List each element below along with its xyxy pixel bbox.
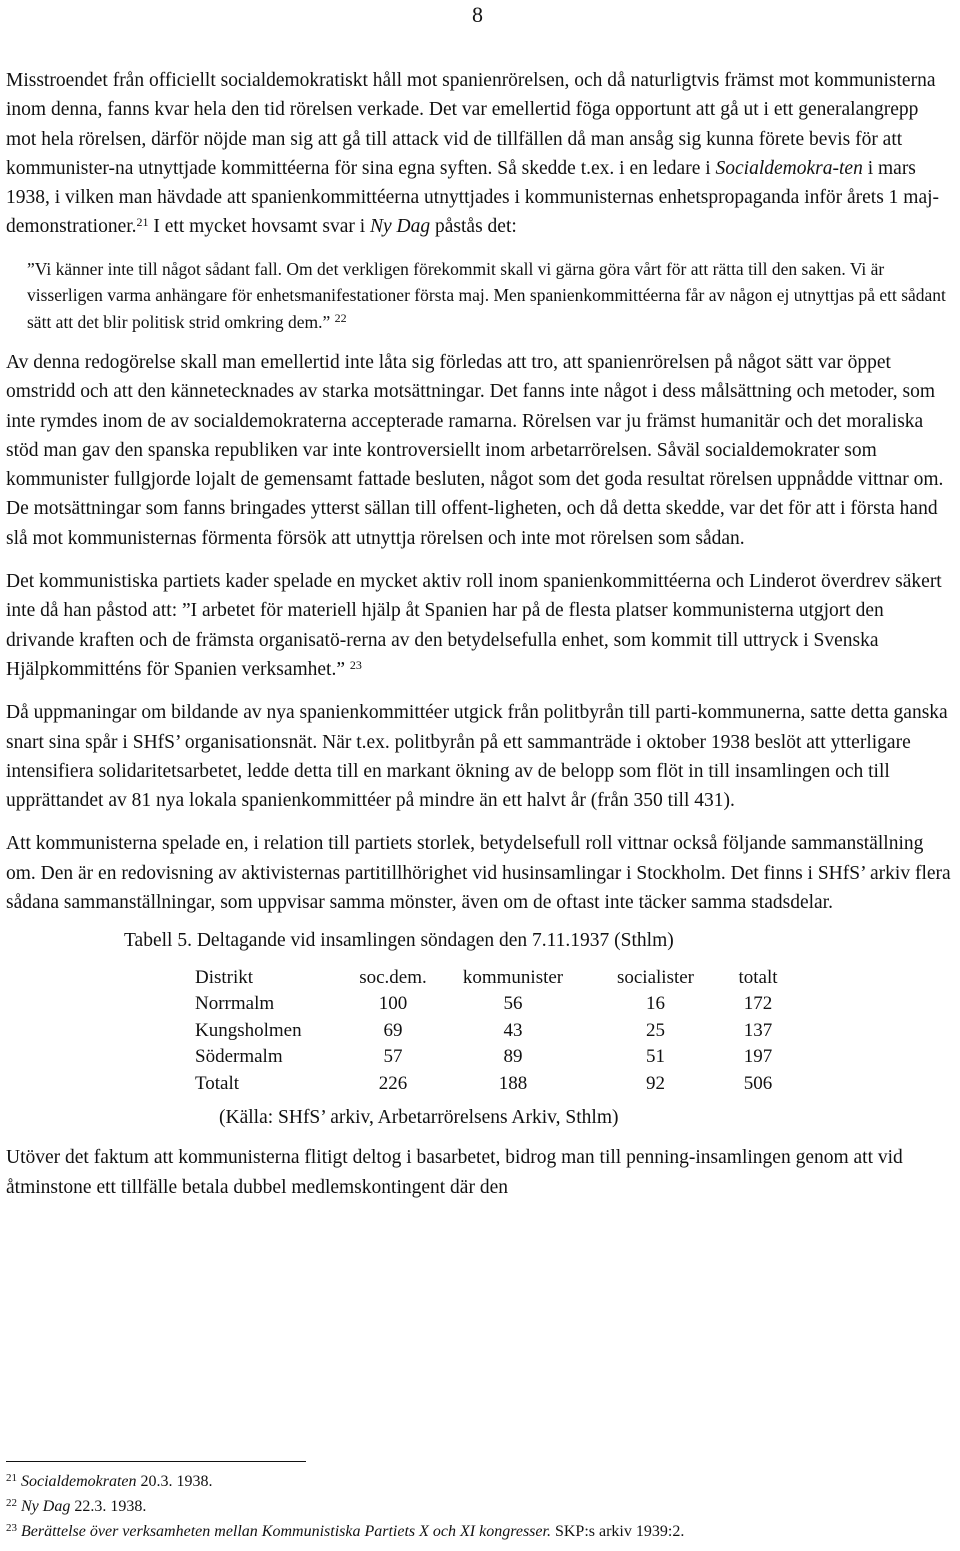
table-caption: Tabell 5. Deltagande vid insamlingen söndagen den 7.11.1937 (Sthlm) xyxy=(124,930,674,952)
table-row: Södermalm 57 89 51 197 xyxy=(195,1046,773,1068)
paragraph-4: Då uppmaningar om bildande av nya spanienkommittéer utgick från politbyrån till parti-kommunerna, satte detta ganska snart sina spår i SHfS’ organisationsnät. När t.ex. politbyrån på ett sammanträde i oktober 1938 beslöt att ytterligare intensifiera solidaritetsarbetet, ledde detta till en markant ökning av de belopp som flöt in till insamlingen och till upprättandet av 81 nya lokala spanienkommittéer på mindre än ett halvt år (från 350 till 431). xyxy=(6,702,948,812)
table-row-total: Totalt 226 188 92 506 xyxy=(195,1073,773,1095)
footnote-divider xyxy=(6,1461,306,1462)
page-number: 8 xyxy=(472,2,483,27)
paragraph-5: Att kommunisterna spelade en, i relation till partiets storlek, betydelsefull roll vittnar också följande sammanställning om. Den är en redovisning av aktivisternas partitillhörighet vid husinsamlingar i Stockholm. Det finns i SHfS’ arkiv flera sådana sammanställningar, som uppvisar samma mönster, även om de oftast inte täcker samma stadsdelar. xyxy=(6,833,951,914)
footnotes xyxy=(6,1469,684,1544)
document-body xyxy=(6,66,952,1202)
header-socialists: socialister xyxy=(616,966,695,988)
block-quote: ”Vi känner inte till något sådant fall. Om det verkligen förekommit skall vi gärna göra vårt för att rätta till den saken. Vi är visserligen varma anhängare för enhetsmanifestationer första maj. Men spanienkommittéerna får av någon ej utnyttjas på ett sådant sätt att det blir politisk strid omkring dem.” $^{22}$ xyxy=(27,258,946,332)
header-total: totalt xyxy=(738,966,778,988)
table-row: Kungsholmen 69 43 25 137 xyxy=(195,1019,773,1041)
header-socdem: soc.dem. xyxy=(359,966,427,988)
footnote-ref-21: 21 xyxy=(136,215,149,230)
table-header-row xyxy=(189,964,793,991)
participation-table xyxy=(189,964,793,1097)
footnote-22: $^{22}$ Ny Dag 22.3. 1938. xyxy=(6,1497,147,1515)
footnote-ref-22: 22 xyxy=(334,310,347,325)
paragraph-1: Misstroendet från officiellt socialdemokratiskt håll mot spanienrörelsen, och då naturligtvis främst mot kommunisterna inom denna, fanns kvar hela den tid rörelsen verkade. Det var emellertid föga opportunt att gå ut i ett generalangrepp mot hela rörelsen, därför nöjde man sig att gå till attack vid de tillfällen då man ansåg sig kunna förete bevis för att kommunister-na utnyttjade kommittéerna för sina egna syften. Så skedde t.ex. i en ledare i Socialdemokra-ten i mars 1938, i vilken man hävdade att spanienkommittéerna utnyttjades i kommunisternas enhetspropaganda inför årets 1 maj-demonstrationer.$^{21}$ I ett mycket hovsamt svar i Ny Dag påstås det: xyxy=(6,70,940,238)
footnote-23: $^{23}$ Berättelse över verksamheten mellan Kommunistiska Partiets X och XI kongresser. SKP:s arkiv 1939:2. xyxy=(6,1522,685,1540)
paragraph-3: Det kommunistiska partiets kader spelade en mycket aktiv roll inom spanienkommittéerna och Linderot överdrev säkert inte då han påstod att: ”I arbetet för materiell hjälp åt Spanien har på de flesta platser kommunisterna utgjort den drivande kraften och de främsta organisatö-rerna av den betydelsefulla enhet, som kommit till uttryck i Svenska Hjälpkommitténs för Spanien verksamhet.” $^{23}$ xyxy=(6,571,942,680)
header-communists: kommunister xyxy=(462,966,564,988)
footnote-21: $^{21}$ Socialdemokraten 20.3. 1938. xyxy=(6,1472,213,1490)
table-source: (Källa: SHfS’ arkiv, Arbetarrörelsens Arkiv, Sthlm) xyxy=(219,1107,619,1129)
header-district: Distrikt xyxy=(195,966,254,988)
paragraph-2: Av denna redogörelse skall man emellertid inte låta sig förledas att tro, att spanienrörelsen på något sätt var öppet omstridd och att den kännetecknades av starka motsättningar. Det fanns inte något i dess målsättning och metoder, som inte rymdes inom de av socialdemokraterna accepterade ramarna. Rörelsen var ju främst humanitär och det moraliska stöd man gav den spanska republiken var inte kontroversiellt inom arbetarrörelsen. Såväl socialdemokrater som kommunister fullgjorde lojalt de gemensamt fattade besluten, något som det goda resultat rörelsen uppnådde vittnar om. De motsättningar som fanns bringades ytterst sällan till offent-ligheten, och då detta skedde, var det för att i första hand slå mot kommunisternas förmenta försök att utnyttja rörelsen och inte mot rörelsen som sådan. xyxy=(6,352,944,549)
footnote-ref-23: 23 xyxy=(349,657,362,672)
table-row: Norrmalm 100 56 16 172 xyxy=(195,993,773,1015)
paragraph-6: Utöver det faktum att kommunisterna flitigt deltog i basarbetet, bidrog man till penning-insamlingen genom att vid åtminstone ett tillfälle betala dubbel medlemskontingent där den xyxy=(6,1147,903,1198)
